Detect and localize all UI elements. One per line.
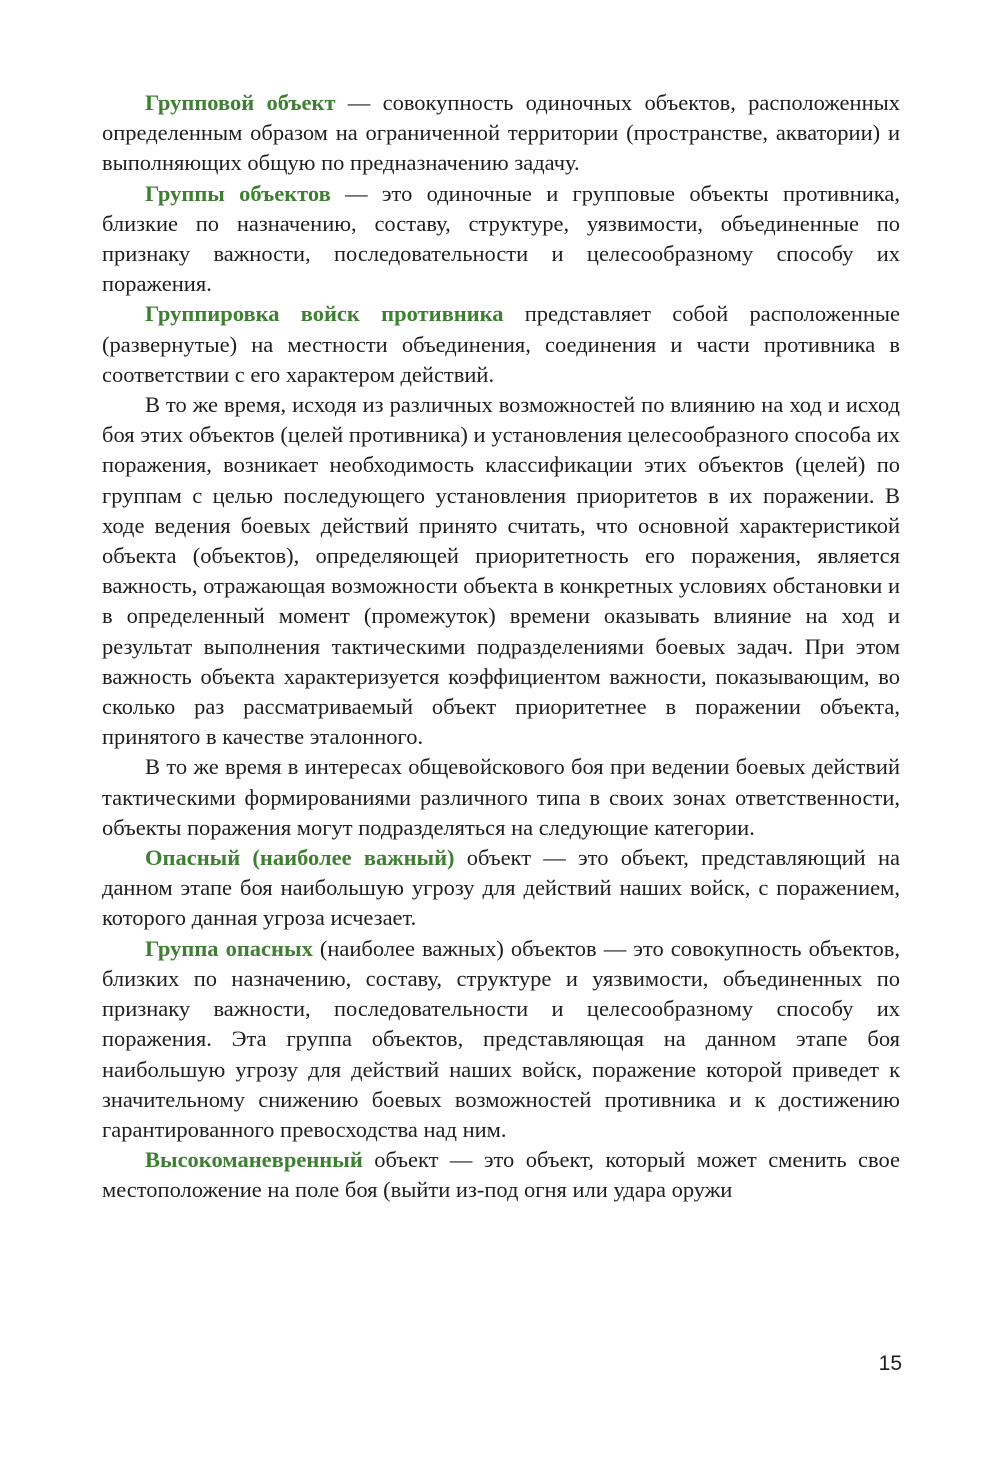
paragraph-text: — совокупность одиночных объектов, расположенных определенным образом на ограниченной территории (пространстве, акватории) и выполняющих общую по предназначению задачу. (102, 90, 900, 176)
term-enemy-grouping: Группировка войск противника (145, 301, 504, 327)
term-group-object: Групповой объект (145, 90, 336, 115)
paragraph-high-maneuver (102, 1145, 900, 1205)
page-number: 15 (878, 1352, 902, 1375)
term-dangerous-group: Группа опасных (145, 935, 313, 961)
paragraph-object-groups (102, 179, 900, 300)
paragraph-group-object (102, 88, 900, 179)
paragraph-text: В то же время, исходя из различных возможностей по влиянию на ход и исход боя этих объектов (целей противника) и установления целесообразного способа их поражения, возникает необходимость классификации этих объектов (целей) по группам с целью последующего установления приоритетов в их поражении. В ходе ведения боевых действий принято считать, что основной характеристикой объекта (объектов), определяющей приоритетность его поражения, является важность, отражающая возможности объекта в конкретных условиях обстановки и в определенный момент (промежуток) времени оказывать влияние на ход и результат выполнения тактическими подразделениями боевых задач. При этом важность объекта характеризуется коэффициентом важности, показывающим, во сколько раз рассматриваемый объект приоритетнее в поражении объекта, принятого в качестве эталонного. (102, 392, 900, 750)
term-high-maneuver: Высокоманевренный (145, 1147, 363, 1173)
paragraph-dangerous-group (102, 934, 900, 1145)
paragraph-text: объект — это объект, представляющий на данном этапе боя наибольшую угрозу для действий наших войск, с поражением, которого данная угроза исчезает. (102, 845, 900, 931)
paragraph-dangerous-object (102, 843, 900, 934)
paragraph-enemy-grouping (102, 299, 900, 390)
paragraph-text: объект — это объект, который может сменить свое местоположение на поле боя (выйти из-под огня или удара оружи (102, 1147, 900, 1203)
page-body (102, 88, 900, 1206)
paragraph-text: (наиболее важных) объектов — это совокупность объектов, близких по назначению, составу, структуре и уязвимости, объединенных по признаку важности, последовательности и целесообразному способу их поражения. Эта группа объектов, представляющая на данном этапе боя наибольшую угрозу для действий наших войск, поражение которой приведет к значительному снижению боевых возможностей противника и к достижению гарантированного превосходства над ним. (102, 935, 901, 1142)
term-dangerous-object: Опасный (наиболее важный) (145, 845, 455, 871)
paragraph-classification (102, 390, 900, 752)
term-object-groups: Группы объектов (145, 180, 331, 206)
paragraph-text: — это одиночные и групповые объекты противника, близкие по назначению, составу, структуре, уязвимости, объединенные по признаку важности, последовательности и целесообразному способу их поражения. (102, 180, 901, 297)
paragraph-text: В то же время в интересах общевойскового боя при ведении боевых действий тактическими формированиями различного типа в своих зонах ответственности, объекты поражения могут подразделяться на следующие категории. (102, 754, 900, 840)
paragraph-categories (102, 752, 900, 843)
paragraph-text: представляет собой расположенные (развернутые) на местности объединения, соединения и части противника в соответствии с его характером действий. (102, 301, 901, 387)
